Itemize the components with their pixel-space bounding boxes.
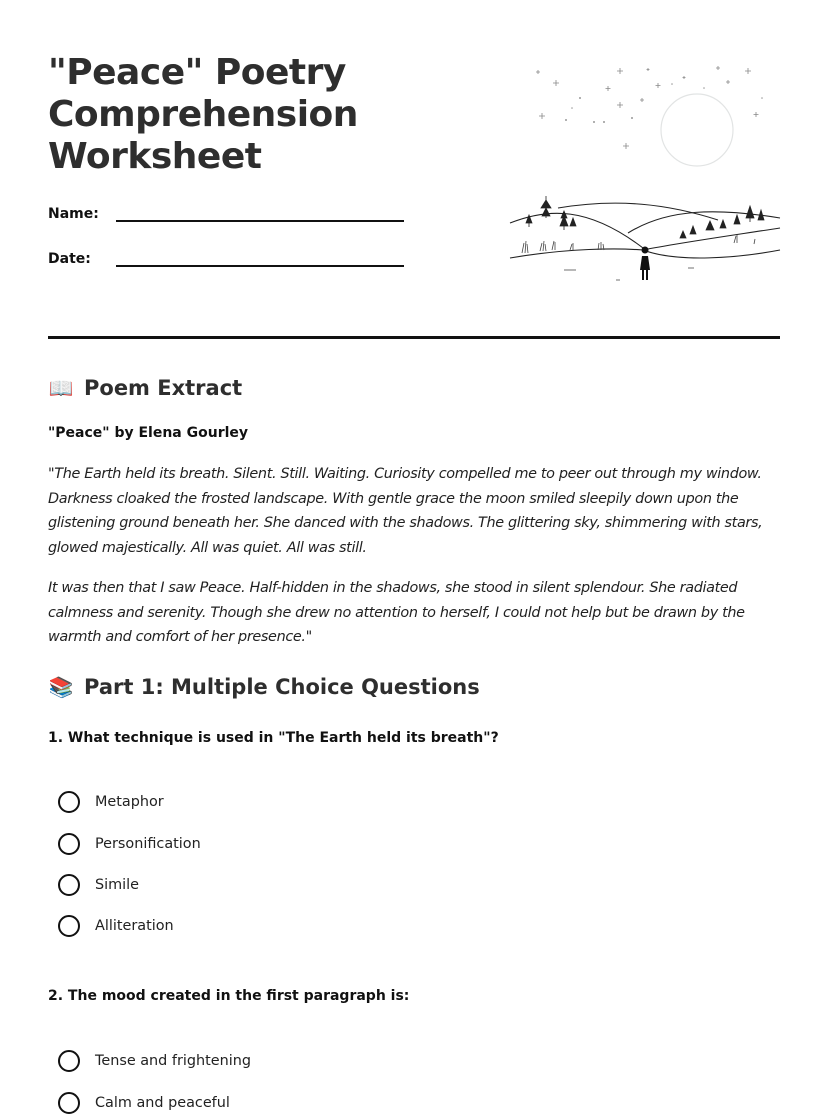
- poem-heading-text: Poem Extract: [84, 376, 243, 400]
- q1-option-personification[interactable]: [58, 833, 201, 855]
- q1-option-simile[interactable]: [58, 874, 139, 896]
- option-label: Tense and frightening: [95, 1053, 251, 1069]
- name-field-row: [48, 204, 404, 222]
- radio-button[interactable]: [58, 1092, 80, 1114]
- option-label: Alliteration: [95, 918, 174, 934]
- stacked-books-icon: 📚: [48, 675, 74, 699]
- q2-option-calm[interactable]: [58, 1092, 230, 1114]
- option-label: Calm and peaceful: [95, 1095, 230, 1111]
- q1-option-metaphor[interactable]: [58, 791, 164, 813]
- option-label: Simile: [95, 877, 140, 893]
- radio-button[interactable]: [58, 874, 80, 896]
- date-field-row: [48, 249, 404, 267]
- poem-paragraph-2: It was then that I saw Peace. Half-hidden in the shadows, she stood in silent splendour. She radiated calmness and serenity. Though she drew no attention to herself, I could not help but be drawn by the warmth and comfort of her presence.": [48, 580, 745, 645]
- radio-button[interactable]: [58, 1050, 80, 1072]
- date-label: Date:: [48, 251, 91, 267]
- moon-icon: [661, 94, 733, 166]
- poem-section-heading: [48, 376, 242, 400]
- part1-heading-text: Part 1: Multiple Choice Questions: [84, 675, 480, 699]
- q1-option-alliteration[interactable]: [58, 915, 174, 937]
- q2-option-tense[interactable]: [58, 1050, 251, 1072]
- radio-button[interactable]: [58, 833, 80, 855]
- name-input-line[interactable]: [116, 204, 404, 222]
- night-landscape-illustration: [508, 58, 782, 290]
- option-label: Personification: [95, 836, 201, 852]
- pine-trees-icon: [526, 196, 764, 238]
- poem-byline: "Peace" by Elena Gourley: [48, 425, 249, 441]
- part1-section-heading: [48, 675, 480, 699]
- question-1: 1. What technique is used in "The Earth held its breath"?: [48, 730, 499, 746]
- option-label: Metaphor: [95, 794, 164, 810]
- open-book-icon: 📖: [48, 376, 74, 400]
- radio-button[interactable]: [58, 791, 80, 813]
- header-divider: [48, 336, 780, 339]
- name-label: Name:: [48, 206, 99, 222]
- page-title: "Peace" Poetry Comprehension Worksheet: [48, 52, 358, 177]
- date-input-line[interactable]: [116, 249, 404, 267]
- radio-button[interactable]: [58, 915, 80, 937]
- poem-paragraph-1: "The Earth held its breath. Silent. Still. Waiting. Curiosity compelled me to peer out through my window. Darkness cloaked the frosted landscape. With gentle grace the moon smiled sleepily down upon the glistening ground beneath her. She danced with the shadows. The glittering sky, shimmering with stars, glowed majestically. All was quiet. All was still.: [48, 466, 763, 556]
- question-2: 2. The mood created in the first paragraph is:: [48, 988, 410, 1004]
